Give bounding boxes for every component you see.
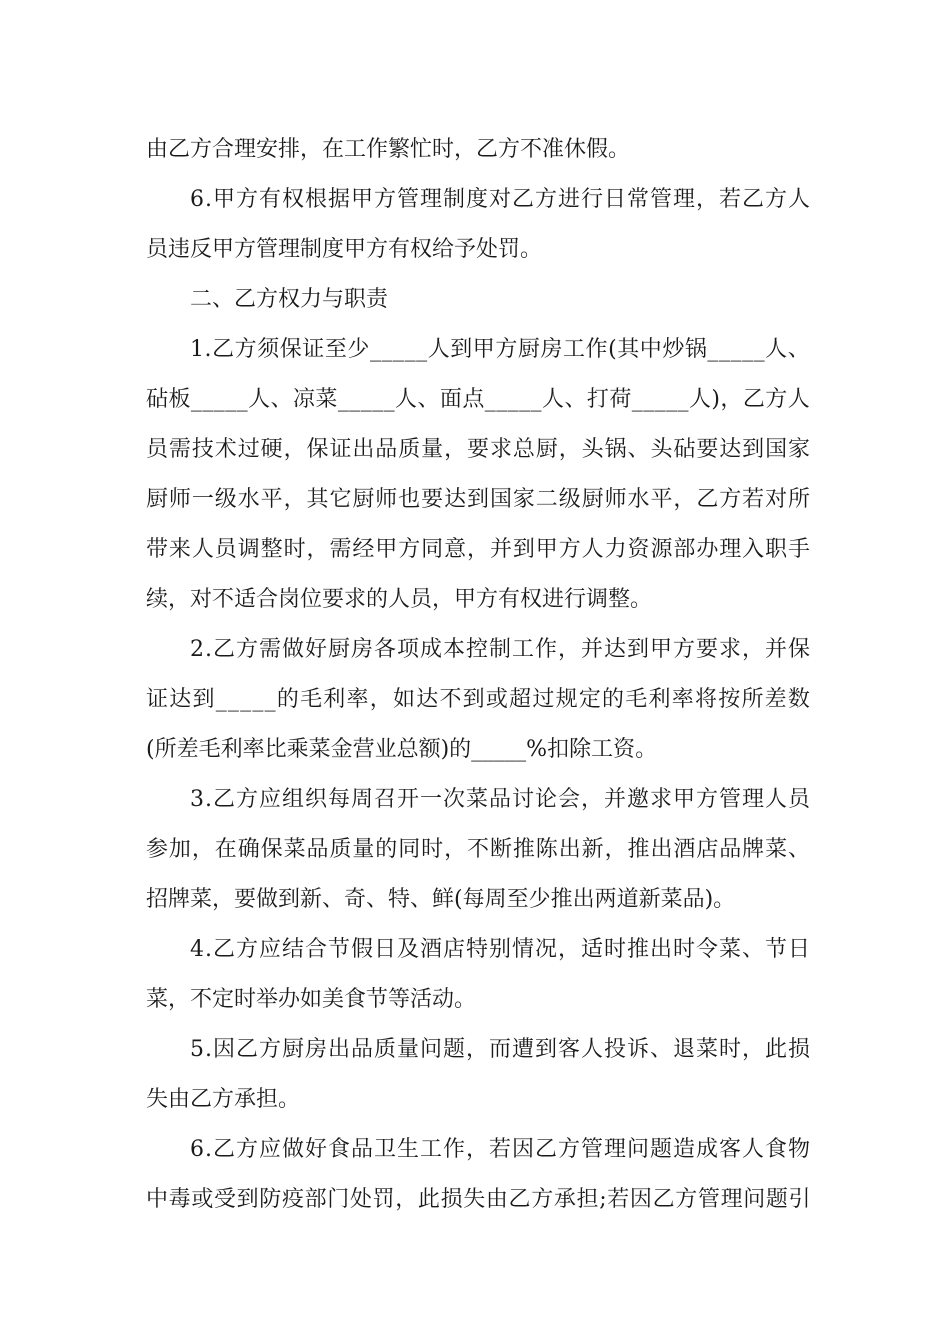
- clause-6-line-2: 中毒或受到防疫部门处罚，此损失由乙方承担;若因乙方管理问题引: [146, 1187, 812, 1212]
- text-line: 由乙方合理安排，在工作繁忙时，乙方不准休假。: [146, 137, 631, 162]
- clause-1-line-6: 续，对不适合岗位要求的人员，甲方有权进行调整。: [146, 587, 653, 612]
- clause-3-line-1: 3.乙方应组织每周召开一次菜品讨论会，并邀求甲方管理人员: [190, 787, 811, 812]
- clause-5-line-1: 5.因乙方厨房出品质量问题，而遭到客人投诉、退菜时，此损: [190, 1037, 811, 1062]
- clause-6-party-a-line-2: 员违反甲方管理制度甲方有权给予处罚。: [146, 237, 543, 262]
- clause-6-party-a-line-1: 6.甲方有权根据甲方管理制度对乙方进行日常管理，若乙方人: [190, 187, 811, 212]
- clause-4-line-1: 4.乙方应结合节假日及酒店特别情况，适时推出时令菜、节日: [190, 937, 811, 962]
- clause-1-line-1: 1.乙方须保证至少_____人到甲方厨房工作(其中炒锅_____人、: [190, 337, 811, 362]
- clause-3-line-2: 参加，在确保菜品质量的同时，不断推陈出新，推出酒店品牌菜、: [146, 837, 811, 862]
- clause-1-line-3: 员需技术过硬，保证出品质量，要求总厨，头锅、头砧要达到国家: [146, 437, 811, 462]
- clause-2-line-1: 2.乙方需做好厨房各项成本控制工作，并达到甲方要求，并保: [190, 637, 811, 662]
- clause-1-line-2: 砧板_____人、凉菜_____人、面点_____人、打荷_____人)，乙方人: [146, 387, 811, 412]
- clause-1-line-5: 带来人员调整时，需经甲方同意，并到甲方人力资源部办理入职手: [146, 537, 811, 562]
- clause-6-line-1: 6.乙方应做好食品卫生工作，若因乙方管理问题造成客人食物: [190, 1137, 811, 1162]
- section-heading: 二、乙方权力与职责: [190, 287, 389, 312]
- clause-2-line-2: 证达到_____的毛利率，如达不到或超过规定的毛利率将按所差数: [146, 687, 812, 712]
- clause-1-line-4: 厨师一级水平，其它厨师也要达到国家二级厨师水平，乙方若对所: [146, 487, 811, 512]
- clause-2-line-3: (所差毛利率比乘菜金营业总额)的_____%扣除工资。: [146, 737, 658, 762]
- clause-5-line-2: 失由乙方承担。: [146, 1087, 301, 1112]
- clause-4-line-2: 菜，不定时举办如美食节等活动。: [146, 987, 477, 1012]
- clause-3-line-3: 招牌菜，要做到新、奇、特、鲜(每周至少推出两道新菜品)。: [146, 887, 736, 912]
